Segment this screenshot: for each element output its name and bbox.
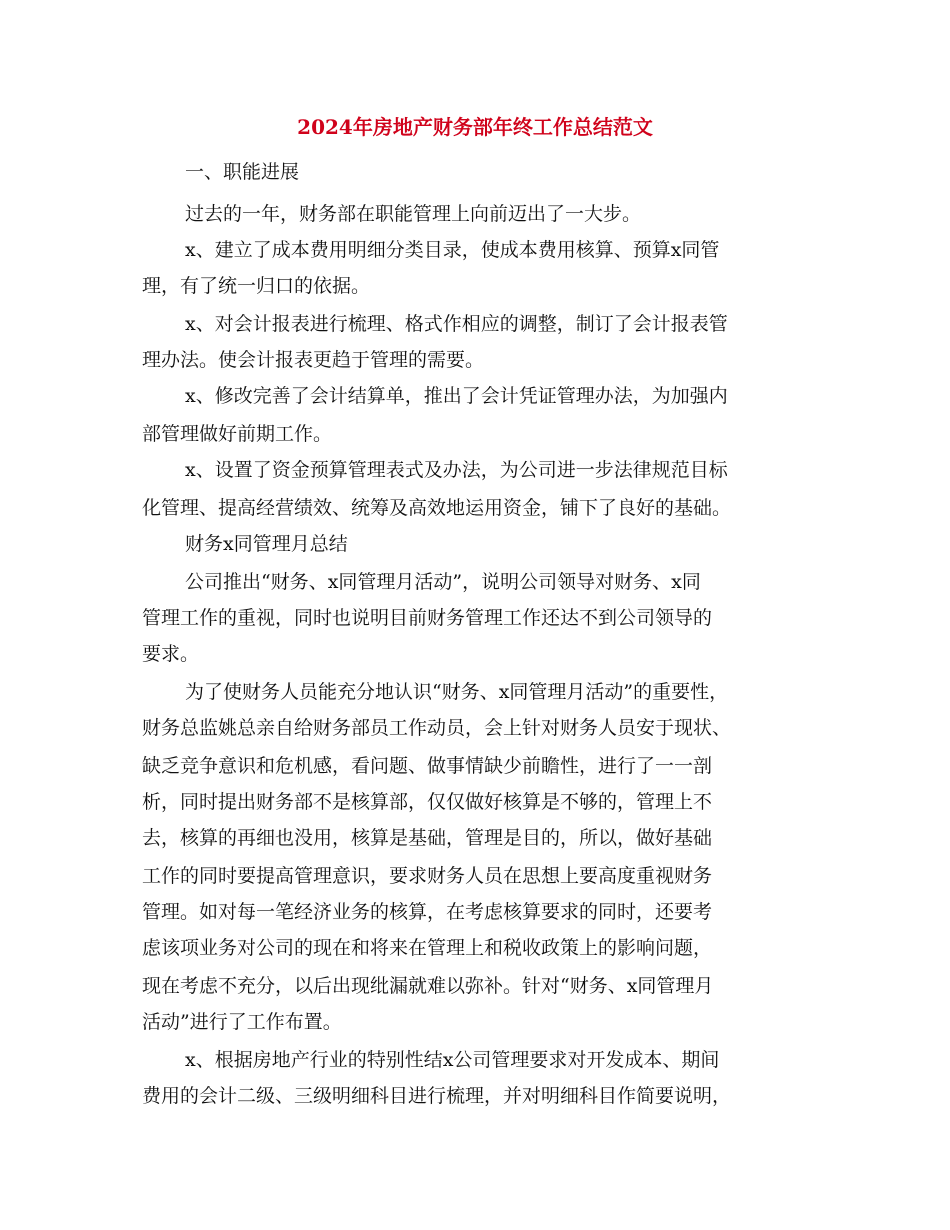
document-title: 2024年房地产财务部年终工作总结范文: [297, 115, 653, 139]
paragraph-line: 部管理做好前期工作。: [142, 423, 333, 445]
paragraph-line: 理办法。使会计报表更趋于管理的需要。: [142, 349, 485, 371]
paragraph-line: 公司推出“财务、x同管理月活动”，说明公司领导对财务、x同: [185, 571, 701, 593]
paragraph-line: 为了使财务人员能充分地认识“财务、x同管理月活动”的重要性，: [185, 681, 729, 703]
paragraph-line: 虑该项业务对公司的现在和将来在管理上和税收政策上的影响问题，: [142, 937, 713, 959]
paragraph-line: 管理工作的重视，同时也说明目前财务管理工作还达不到公司领导的: [142, 607, 713, 629]
paragraph-line: 费用的会计二级、三级明细科目进行梳理，并对明细科目作简要说明，: [142, 1085, 732, 1107]
paragraph-line: x、修改完善了会计结算单，推出了会计凭证管理办法，为加强内: [185, 385, 728, 407]
paragraph-line: 要求。: [142, 643, 200, 665]
paragraph-line: 去，核算的再细也没用，核算是基础，管理是目的，所以，做好基础: [142, 827, 713, 849]
heading-month-summary: 财务x同管理月总结: [185, 533, 348, 555]
paragraph-line: 活动”进行了工作布置。: [142, 1011, 342, 1033]
paragraph-line: 管理。如对每一笔经济业务的核算，在考虑核算要求的同时，还要考: [142, 901, 713, 923]
paragraph-line: 财务总监姚总亲自给财务部员工作动员，会上针对财务人员安于现状、: [142, 717, 732, 739]
paragraph-line: 现在考虑不充分，以后出现纰漏就难以弥补。针对“财务、x同管理月: [142, 975, 714, 997]
paragraph-line: 缺乏竞争意识和危机感，看问题、做事情缺少前瞻性，进行了一一剖: [142, 755, 713, 777]
paragraph-line: 理，有了统一归口的依据。: [142, 275, 371, 297]
paragraph-line: 过去的一年，财务部在职能管理上向前迈出了一大步。: [185, 203, 642, 225]
paragraph-line: 化管理、提高经营绩效、统筹及高效地运用资金，铺下了良好的基础。: [142, 497, 732, 519]
paragraph-line: 工作的同时要提高管理意识，要求财务人员在思想上要高度重视财务: [142, 865, 713, 887]
paragraph-line: 析，同时提出财务部不是核算部，仅仅做好核算是不够的，管理上不: [142, 791, 713, 813]
paragraph-line: x、对会计报表进行梳理、格式作相应的调整，制订了会计报表管: [185, 313, 728, 335]
paragraph-line: x、设置了资金预算管理表式及办法，为公司进一步法律规范目标: [185, 459, 728, 481]
paragraph-line: x、根据房地产行业的特别性结x公司管理要求对开发成本、期间: [185, 1049, 720, 1071]
heading-functional-progress: 一、职能进展: [185, 161, 300, 183]
paragraph-line: x、建立了成本费用明细分类目录，使成本费用核算、预算x同管: [185, 239, 720, 261]
